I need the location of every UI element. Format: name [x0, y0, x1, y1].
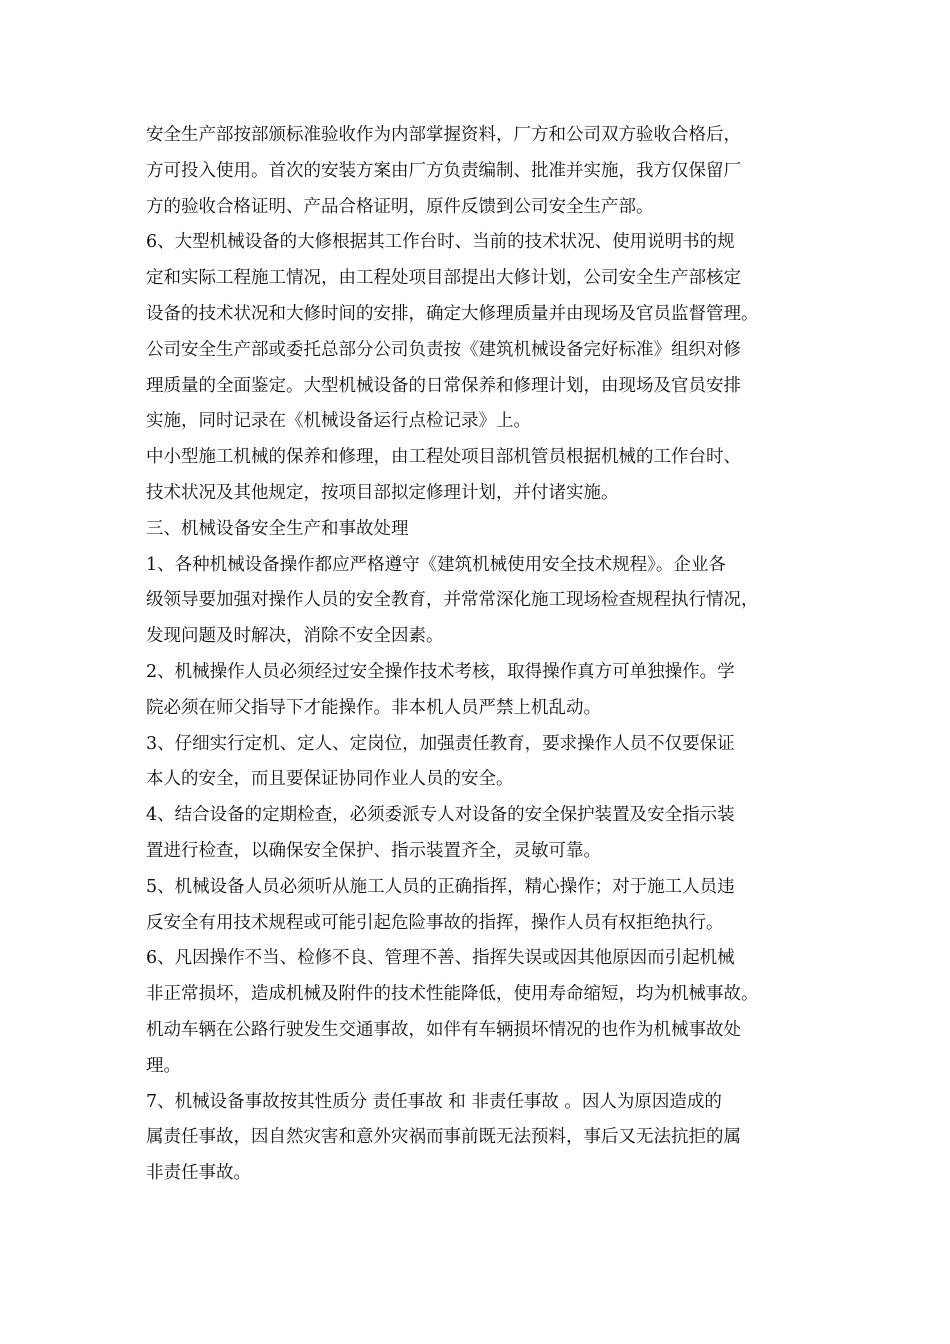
section-heading: 三、机械设备安全生产和事故处理 [146, 518, 409, 539]
text-line: 4、结合设备的定期检查，必须委派专人对设备的安全保护装置及安全指示装 [146, 805, 735, 826]
text-line: 3、仔细实行定机、定人、定岗位，加强责任教育，要求操作人员不仅要保证 [146, 733, 735, 754]
text-line: 6、大型机械设备的大修根据其工作台时、当前的技术状况、使用说明书的规 [146, 232, 735, 253]
text-line: 发现问题及时解决，消除不安全因素。 [146, 626, 444, 647]
text-line: 属责任事故，因自然灾害和意外灾祸而事前既无法预料，事后又无法抗拒的属 [146, 1127, 741, 1148]
text-line: 反安全有用技术规程或可能引起危险事故的指挥，操作人员有权拒绝执行。 [146, 912, 724, 933]
text-line: 实施，同时记录在《机械设备运行点检记录》上。 [146, 411, 531, 432]
text-line: 公司安全生产部或委托总部分公司负责按《建筑机械设备完好标准》组织对修 [146, 339, 741, 360]
text-line: 院必须在师父指导下才能操作。非本机人员严禁上机乱动。 [146, 697, 601, 718]
text-line: 设备的技术状况和大修时间的安排，确定大修理质量并由现场及官员监督管理。 [146, 303, 759, 324]
document-body [146, 118, 826, 1192]
text-line: 中小型施工机械的保养和修理，由工程处项目部机管员根据机械的工作台时、 [146, 447, 741, 468]
text-line: 机动车辆在公路行驶发生交通事故，如伴有车辆损坏情况的也作为机械事故处 [146, 1019, 741, 1040]
text-line: 5、机械设备人员必须听从施工人员的正确指挥，精心操作；对于施工人员违 [146, 876, 735, 897]
text-line: 6、凡因操作不当、检修不良、管理不善、指挥失误或因其他原因而引起机械 [146, 948, 735, 969]
text-line: 2、机械操作人员必须经过安全操作技术考核，取得操作真方可单独操作。学 [146, 661, 735, 682]
text-line: 置进行检查，以确保安全保护、指示装置齐全，灵敏可靠。 [146, 840, 601, 861]
text-line: 定和实际工程施工情况，由工程处项目部提出大修计划，公司安全生产部核定 [146, 268, 741, 289]
text-line: 1、各种机械设备操作都应严格遵守《建筑机械使用安全技术规程》。企业各 [146, 554, 726, 575]
text-line: 本人的安全，而且要保证协同作业人员的安全。 [146, 769, 514, 790]
text-line: 方可投入使用。首次的安装方案由厂方负责编制、批准并实施，我方仅保留厂 [146, 160, 741, 181]
text-line: 7、机械设备事故按其性质分 责任事故 和 非责任事故 。因人为原因造成的 [146, 1091, 722, 1112]
text-line: 级领导要加强对操作人员的安全教育，并常常深化施工现场检查规程执行情况， [146, 590, 759, 611]
text-line: 技术状况及其他规定，按项目部拟定修理计划，并付诸实施。 [146, 482, 619, 503]
text-line: 理质量的全面鉴定。大型机械设备的日常保养和修理计划，由现场及官员安排 [146, 375, 741, 396]
text-line: 非责任事故。 [146, 1163, 251, 1184]
text-line: 方的验收合格证明、产品合格证明，原件反馈到公司安全生产部。 [146, 196, 654, 217]
text-line: 安全生产部按部颁标准验收作为内部掌握资料，厂方和公司双方验收合格后， [146, 125, 741, 145]
text-line: 非正常损坏，造成机械及附件的技术性能降低，使用寿命缩短，均为机械事故。 [146, 984, 759, 1005]
text-line: 理。 [146, 1055, 181, 1076]
